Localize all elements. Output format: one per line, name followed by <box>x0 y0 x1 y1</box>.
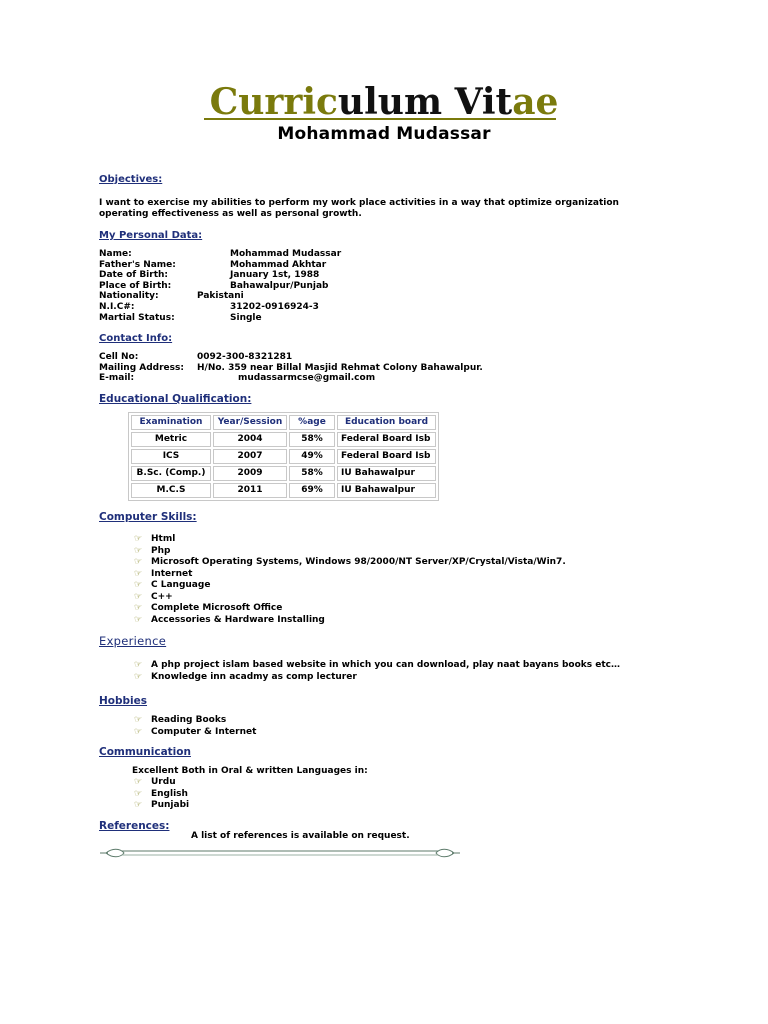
pointing-hand-bullet-icon: ☞ <box>134 788 143 799</box>
ornamental-divider <box>100 846 460 860</box>
pointing-hand-bullet-icon: ☞ <box>134 777 143 787</box>
list-item: ☞ Complete Microsoft Office <box>134 603 283 613</box>
list-item: ☞ Accessories & Hardware Installing <box>134 614 325 625</box>
table-row: M.C.S 2011 69% IU Bahawalpur <box>131 483 436 498</box>
list-item: ☞ A php project islam based website in which you can download, play naat bayans books etc… <box>134 660 620 670</box>
pointing-hand-bullet-icon: ☞ <box>134 715 143 725</box>
table-row: ICS 2007 49% Federal Board Isb <box>131 449 436 464</box>
personal-data-heading: My Personal Data: <box>99 230 203 241</box>
experience-list <box>134 660 620 683</box>
objectives-heading: Objectives: <box>99 174 163 185</box>
references-text: A list of references is available on request. <box>191 831 410 841</box>
title-underline <box>204 118 556 120</box>
table-row: Metric 2004 58% Federal Board Isb <box>131 432 436 447</box>
pointing-hand-bullet-icon: ☞ <box>134 568 143 579</box>
list-item: ☞ Microsoft Operating Systems, Windows 98/2000/NT Server/XP/Crystal/Vista/Win7. <box>134 557 566 567</box>
references-heading: References: <box>99 820 170 832</box>
communication-heading: Communication <box>99 746 191 758</box>
experience-heading: Experience <box>99 634 167 648</box>
pointing-hand-bullet-icon: ☞ <box>134 591 143 602</box>
languages-list <box>134 777 189 812</box>
education-table <box>128 412 439 501</box>
list-item: ☞ Punjabi <box>134 800 190 810</box>
col-board: Education board <box>337 415 436 430</box>
list-item: ☞ Html <box>134 534 176 544</box>
col-examination: Examination <box>131 415 211 430</box>
pointing-hand-bullet-icon: ☞ <box>134 800 143 810</box>
list-item: ☞ C Language <box>134 580 211 590</box>
list-item: ☞ Php <box>134 545 171 556</box>
pointing-hand-bullet-icon: ☞ <box>134 660 143 670</box>
communication-intro: Excellent Both in Oral & written Languages in: <box>132 766 368 776</box>
list-item: ☞ C++ <box>134 591 173 602</box>
computer-skills-list <box>134 534 566 626</box>
col-percentage: %age <box>289 415 335 430</box>
pointing-hand-bullet-icon: ☞ <box>134 545 143 556</box>
list-item: ☞ Computer & Internet <box>134 726 257 737</box>
hobbies-list <box>134 715 256 738</box>
col-year: Year/Session <box>213 415 287 430</box>
list-item: ☞ English <box>134 788 188 799</box>
pointing-hand-bullet-icon: ☞ <box>134 580 143 590</box>
pointing-hand-bullet-icon: ☞ <box>134 603 143 613</box>
document-title: Curriculum Vitae <box>209 81 559 123</box>
candidate-name: Mohammad Mudassar <box>277 124 491 144</box>
education-heading: Educational Qualification: <box>99 393 252 405</box>
list-item: ☞ Knowledge inn acadmy as comp lecturer <box>134 671 357 682</box>
pointing-hand-bullet-icon: ☞ <box>134 534 143 544</box>
list-item: ☞ Urdu <box>134 777 176 787</box>
pointing-hand-bullet-icon: ☞ <box>134 726 143 737</box>
list-item: ☞ Reading Books <box>134 715 227 725</box>
hobbies-heading: Hobbies <box>99 695 148 707</box>
education-table-header <box>131 415 436 430</box>
pointing-hand-bullet-icon: ☞ <box>134 614 143 625</box>
list-item: ☞ Internet <box>134 568 193 579</box>
pointing-hand-bullet-icon: ☞ <box>134 557 143 567</box>
objectives-text: I want to exercise my abilities to perform my work place activities in a way that optimize organization operating effectiveness as well as personal growth. <box>99 198 619 219</box>
contact-info-heading: Contact Info: <box>99 333 173 344</box>
computer-skills-heading: Computer Skills: <box>99 511 197 523</box>
pointing-hand-bullet-icon: ☞ <box>134 671 143 682</box>
table-row: B.Sc. (Comp.) 2009 58% IU Bahawalpur <box>131 466 436 481</box>
